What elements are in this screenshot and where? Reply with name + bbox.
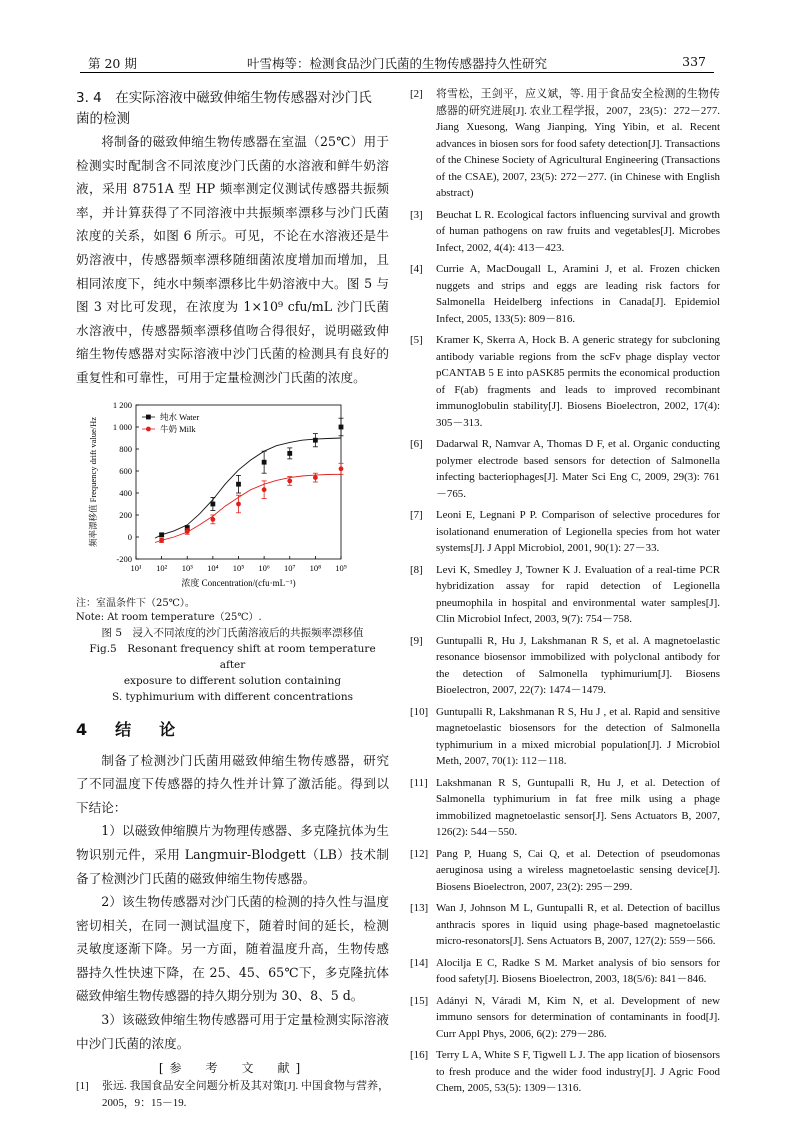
journal-issue: 第 20 期	[88, 56, 137, 71]
figure-caption-en-2: exposure to different solution containing	[123, 674, 342, 687]
reference-text: Lakshmanan R S, Guntupalli R, Hu J, et al. Detection of Salmonella typhimurium in fat free milk using a phage immobilized magnetoelastic sensor[J]. Sens Actuators B, 2007, 126(2): 544－550.	[436, 776, 720, 838]
figure-note-en: Note: At room temperature（25℃）.	[76, 611, 262, 623]
reference-number: [9]	[410, 634, 423, 647]
legend-label: 纯水 Water	[160, 411, 200, 422]
data-point-milk	[210, 517, 215, 522]
reference-text: Leoni E, Legnani P P. Comparison of selective procedures for isolationand enumeration of Legionella species from hot water systems[J]. J Appl Microbiol, 2001, 90(1): 27－33.	[436, 509, 720, 554]
x-tick-label: 10⁶	[258, 562, 270, 573]
reference-text: Kramer K, Skerra A, Hock B. A generic strategy for subcloning antibody variable regions from the scFv phage display vector pCANTAB 5 E into pASK85 permits the economical production of F(ab) fragments and leads to improved recombinant immunoglobulin stability[J]. Biosens Bioelectron, 2002, 17(4): 305－313.	[436, 334, 720, 429]
reference-item	[410, 993, 720, 1043]
reference-number: [4]	[410, 263, 423, 275]
reference-text: Dadarwal R, Namvar A, Thomas D F, et al. Organic conducting polymer electrode based sensors for detection of Salmonella infecting bacteriophages[J]. Mater Sci Eng C, 2009, 29(3): 761－765.	[436, 438, 720, 500]
data-point-water	[236, 481, 241, 486]
reference-text: Guntupalli R, Hu J, Lakshmanan R S, et al. A magnetoelastic resonance biosensor immobilized with polyclonal antibody for the detection of Salmonella typhimurium[J]. Biosens Bioelectron, 2007, 22(7): 1474－1479.	[436, 634, 720, 696]
reference-text: Terry L A, White S F, Tigwell L J. The app lication of biosensors to fresh produce and the wider food industry[J]. J Agric Food Chem, 2005, 53(5): 1309－1316.	[436, 1049, 720, 1094]
y-tick-label: 200	[119, 509, 132, 520]
reference-item	[410, 846, 720, 896]
running-title: 叶雪梅等：检测食品沙门氏菌的生物传感器持久性研究	[246, 56, 547, 71]
section-4-title: 4 结 论	[76, 719, 182, 739]
reference-number: [5]	[410, 334, 423, 346]
figure-caption-cn: 图 5 浸入不同浓度的沙门氏菌溶液后的共振频率漂移值	[101, 626, 364, 639]
y-tick-label: 400	[119, 487, 132, 498]
data-point-milk	[185, 529, 190, 534]
left-column	[76, 88, 389, 1116]
data-point-milk	[339, 466, 344, 471]
data-point-milk	[159, 537, 164, 542]
reference-item	[410, 900, 720, 950]
reference-item	[410, 704, 720, 770]
y-axis-label: 频率漂移值 Frequency drift value/Hz	[88, 416, 98, 547]
y-tick-label: 1 000	[112, 421, 132, 432]
figure-note-cn: 注：室温条件下（25℃）。	[76, 597, 195, 609]
y-tick-label: -200	[116, 553, 132, 564]
reference-item	[410, 955, 720, 988]
x-tick-label: 10⁹	[335, 562, 347, 573]
data-point-water	[262, 459, 267, 464]
x-tick-label: 10⁴	[207, 562, 219, 573]
x-tick-label: 10⁸	[309, 562, 322, 573]
data-point-water	[287, 451, 292, 456]
reference-item	[410, 775, 720, 841]
reference-number: [15]	[410, 994, 429, 1007]
reference-text: 张远. 我国食品安全问题分析及其对策[J]. 中国食物与营养，2005，9：15－19.	[102, 1080, 389, 1109]
running-header	[80, 50, 714, 73]
reference-text: Wan J, Johnson M L, Guntupalli R, et al. Detection of bacillus anthracis spores in liquid using phage-based magnetoelastic micro-resonators[J]. Sens Actuators B, 2007, 127(2): 559－566.	[436, 902, 720, 947]
data-point-water	[210, 501, 215, 506]
figure-5-chart	[76, 397, 389, 597]
reference-number: [13]	[410, 902, 429, 914]
reference-text: Guntupalli R, Lakshmanan R S, Hu J , et al. Rapid and sensitive magnetoelastic biosensors for the detection of Salmonella typhimurium in a mixed microbial population[J]. J Microbiol Meth, 2007, 70(1): 112－118.	[436, 705, 720, 767]
x-tick-label: 10⁵	[232, 562, 245, 573]
conclusion-p1: 制备了检测沙门氏菌用磁致伸缩生物传感器，研究了不同温度下传感器的持久性并计算了激活能。得到以下结论：	[76, 752, 389, 815]
reference-number: [7]	[410, 509, 423, 521]
reference-number: [2]	[410, 88, 423, 100]
reference-item	[410, 261, 720, 327]
y-tick-label: 600	[119, 465, 132, 476]
section-3-4-paragraph: 将制备的磁致伸缩生物传感器在室温（25℃）用于检测实时配制含不同浓度沙门氏菌的水溶液和鲜牛奶溶液，采用 8751A 型 HP 频率测定仪测试传感器共振频率，并计算获得了不同溶液中共振频率漂移与沙门氏菌浓度的关系，如图 6 所示。可见，不论在水溶液还是牛奶溶液中，传感器频率漂移随细菌浓度增加而增加，且相同浓度下，纯水中频率漂移比牛奶溶液中大。图 5 与图 3 对比可发现，在浓度为 1×10⁹ cfu/mL 沙门氏菌水溶液中，传感器频率漂移值吻合得很好，说明磁致伸缩生物传感器对实际溶液中沙门氏菌的检测具有良好的重复性和可靠性，可用于定量检测沙门氏菌的浓度。	[76, 134, 389, 385]
reference-item	[410, 207, 720, 257]
section-title-line1: 3. 4 在实际溶液中磁致伸缩生物传感器对沙门氏	[76, 90, 372, 106]
data-point-milk	[287, 478, 292, 483]
reference-text: Levi K, Smedley J, Towner K J. Evaluation of a real-time PCR hybridization assay for rapid detection of Legionella pneumophila in hospital and environmental water samples[J]. Clin Microbiol Infect, 2003, 9(7): 754－758.	[436, 563, 720, 625]
reference-item	[410, 507, 720, 557]
reference-text: Alocilja E C, Radke S M. Market analysis of bio sensors for food safety[J]. Biosens Bioelectron, 2003, 18(5/6): 841－846.	[436, 956, 720, 985]
reference-item	[410, 1047, 720, 1097]
reference-number: [11]	[410, 776, 428, 789]
reference-item	[410, 633, 720, 699]
legend-label: 牛奶 Milk	[160, 423, 196, 434]
section-title-line2: 菌的检测	[76, 111, 130, 127]
chart-svg	[76, 397, 389, 597]
y-tick-label: 1 200	[112, 399, 132, 410]
y-tick-label: 0	[127, 531, 132, 542]
y-tick-label: 800	[119, 443, 132, 454]
x-tick-label: 10⁷	[284, 562, 296, 573]
reference-number: [8]	[410, 563, 423, 576]
reference-number: [1]	[76, 1080, 89, 1093]
conclusion-p4: 3）该磁致伸缩生物传感器可用于定量检测实际溶液中沙门氏菌的浓度。	[76, 1012, 389, 1051]
reference-item	[410, 562, 720, 628]
reference-number: [10]	[410, 705, 429, 718]
fit-curve-0	[155, 438, 341, 538]
page-number: 337	[682, 54, 706, 69]
reference-item	[76, 1078, 389, 1111]
data-point-milk	[313, 475, 318, 480]
figure-caption-en-1: Fig.5 Resonant frequency shift at room temperature after	[89, 642, 376, 671]
reference-item	[410, 436, 720, 502]
reference-number: [14]	[410, 956, 429, 969]
reference-number: [16]	[410, 1049, 429, 1061]
x-tick-label: 10³	[181, 562, 193, 573]
x-tick-label: 10²	[156, 562, 168, 573]
x-tick-label: 10¹	[130, 562, 142, 573]
section-3-4-title	[76, 88, 389, 130]
conclusion-p2: 1）以磁致伸缩膜片为物理传感器、多克隆抗体为生物识别元件，采用 Langmuir-Blodgett（LB）技术制备了检测沙门氏菌的磁致伸缩生物传感器。	[76, 823, 389, 886]
reference-number: [12]	[410, 847, 429, 860]
reference-number: [6]	[410, 438, 423, 450]
data-point-water	[159, 532, 164, 537]
right-column	[410, 86, 720, 1102]
figure-caption-en-3: S. typhimurium with different concentrations	[112, 690, 353, 703]
reference-text: Currie A, MacDougall L, Aramini J, et al. Frozen chicken nuggets and strips and eggs are leading risk factors for Salmonella Heidelberg infections in Canada[J]. Epidemiol Infect, 2005, 133(5): 809－816.	[436, 263, 720, 325]
reference-text: Beuchat L R. Ecological factors influencing survival and growth of human pathogens on raw fruits and vegetables[J]. Microbes Infect, 2002, 4(4): 413－423.	[436, 208, 720, 254]
data-point-milk	[262, 487, 267, 492]
reference-text: Adányi N, Váradi M, Kim N, et al. Development of new immuno sensors for determination of contaminants in food[J]. Curr Appl Phys, 2006, 6(2): 279－286.	[436, 994, 720, 1040]
reference-text: 将雪松，王剑平，应义斌，等. 用于食品安全检测的生物传感器的研究进展[J]. 农业工程学报，2007，23(5)：272－277. Jiang Xuesong, Wang Jianping, Ying Yibin, et al. Recent advances in biosen sors for food safety detection[J]. Transactions of the Chinese Society of Agricultural Engineering (Transactions of the CSAE), 2007, 23(5): 272－277. (in Chinese with English abstract)	[436, 88, 721, 199]
fit-curve-1	[155, 474, 341, 542]
x-axis-label: 浓度 Concentration/(cfu·mL⁻¹)	[181, 577, 296, 588]
reference-item	[410, 86, 720, 202]
conclusion-p3: 2）该生物传感器对沙门氏菌的检测的持久性与温度密切相关，在同一测试温度下，随着时间的延长，检测灵敏度逐渐下降。另一方面，随着温度升高，生物传感器持久性快速下降，在 25、45、65℃下，多克隆抗体磁致伸缩生物传感器的持久期分别为 30、8、5 d。	[76, 894, 389, 1004]
references-title: [参 考 文 献]	[158, 1061, 307, 1076]
data-point-milk	[236, 501, 241, 506]
reference-text: Pang P, Huang S, Cai Q, et al. Detection of pseudomonas aeruginosa using a wireless magnetoelastic sensing device[J]. Biosens Bioelectron, 2007, 23(2): 295－299.	[436, 847, 720, 893]
data-point-water	[313, 437, 318, 442]
data-point-water	[339, 424, 344, 429]
reference-number: [3]	[410, 208, 423, 221]
reference-item	[410, 332, 720, 431]
